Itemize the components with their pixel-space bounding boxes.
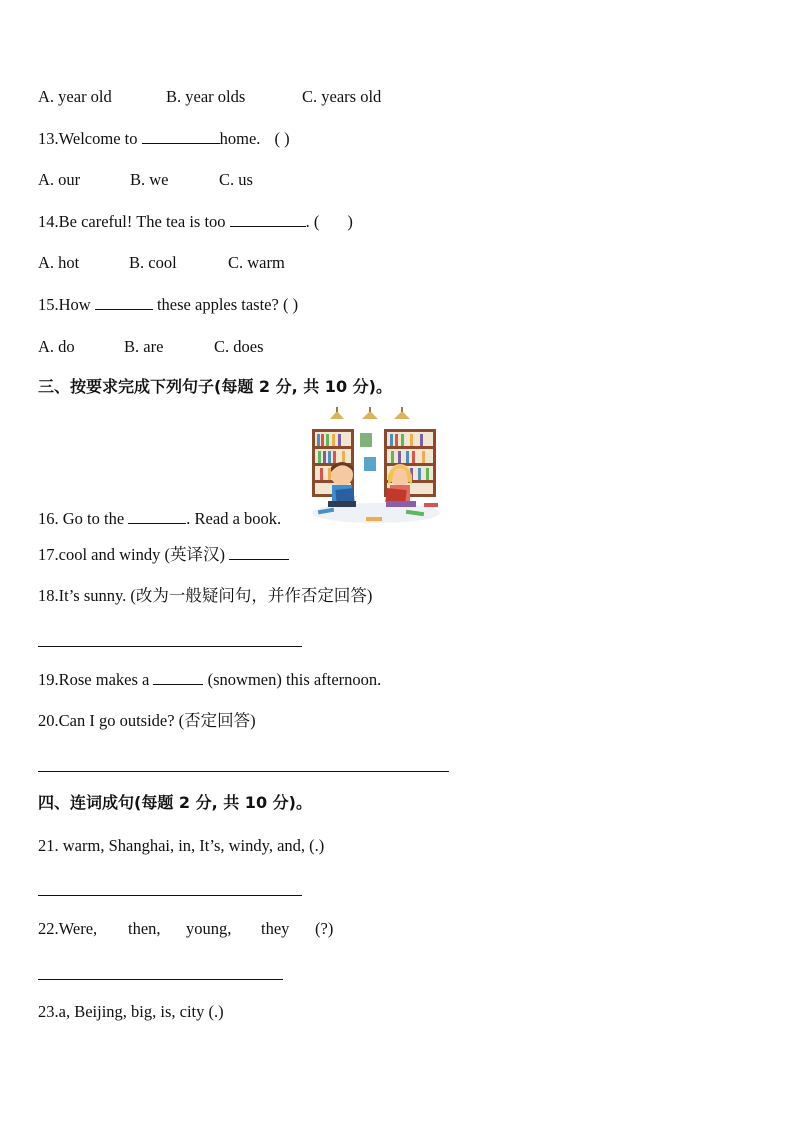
q16-text-post: . Read a book. [186,509,282,528]
q14-option-b: B. cool [129,253,177,272]
question-19 [38,670,381,690]
q14-text-close: ) [347,212,353,231]
q22-word: then, [128,919,161,938]
q18-answer-line[interactable] [38,646,302,647]
q13-text-pre: 13.Welcome to [38,129,142,148]
q12-option-c: C. years old [302,87,382,106]
q13-option-c: C. us [219,170,253,189]
q19-text-post: (snowmen) this afternoon. [203,670,382,689]
q13-option-a: A. our [38,170,81,189]
q13-blank[interactable] [142,129,220,144]
q15-option-b: B. are [124,337,164,356]
library-kids-reading-icon [306,405,442,527]
section-3-heading: 三、按要求完成下列句子(每题 2 分, 共 10 分)。 [38,377,392,396]
q22-word: they [261,919,290,938]
q15-option-c: C. does [214,337,264,356]
question-20: 20.Can I go outside? (否定回答) [38,711,256,730]
q16-text-pre: 16. Go to the [38,509,129,528]
q17-blank[interactable] [229,545,289,560]
q22-answer-line[interactable] [38,979,283,980]
q15-text-post: these apples taste? ( ) [152,295,299,314]
q15-options [38,337,264,357]
q14-options [38,253,285,273]
question-21: 21. warm, Shanghai, in, It’s, windy, and, (.) [38,836,325,855]
q20-answer-line[interactable] [38,771,449,772]
q15-option-a: A. do [38,337,75,356]
q19-blank[interactable] [153,670,203,685]
question-22 [38,919,333,939]
question-18: 18.It’s sunny. (改为一般疑问句，并作否定回答) [38,586,373,605]
q22-word: 22.Were, [38,919,98,938]
question-15 [38,295,298,315]
q14-option-c: C. warm [228,253,285,272]
q14-option-a: A. hot [38,253,80,272]
q14-text-pre: 14.Be careful! The tea is too [38,212,230,231]
q14-blank[interactable] [230,212,306,227]
q21-answer-line[interactable] [38,895,302,896]
question-17 [38,545,289,565]
q12-option-a: A. year old [38,87,112,106]
q12-options [38,87,381,107]
q22-word: young, [186,919,232,938]
question-14 [38,212,353,232]
q17-text: 17.cool and windy (英译汉) [38,545,230,564]
q13-option-b: B. we [130,170,169,189]
q15-blank[interactable] [95,295,153,310]
section-4-heading: 四、连词成句(每题 2 分, 共 10 分)。 [38,793,312,812]
question-16 [38,509,281,529]
question-13 [38,129,290,149]
q13-answer-paren[interactable]: ( ) [274,129,290,148]
question-23: 23.a, Beijing, big, is, city (.) [38,1002,224,1021]
q15-text-pre: 15.How [38,295,95,314]
q19-text-pre: 19.Rose makes a [38,670,154,689]
q13-text-post: home. [219,129,261,148]
q13-options [38,170,253,190]
q16-blank[interactable] [128,509,186,524]
q12-option-b: B. year olds [166,87,246,106]
q22-word: (?) [315,919,334,938]
q14-text-post: . ( [305,212,320,231]
